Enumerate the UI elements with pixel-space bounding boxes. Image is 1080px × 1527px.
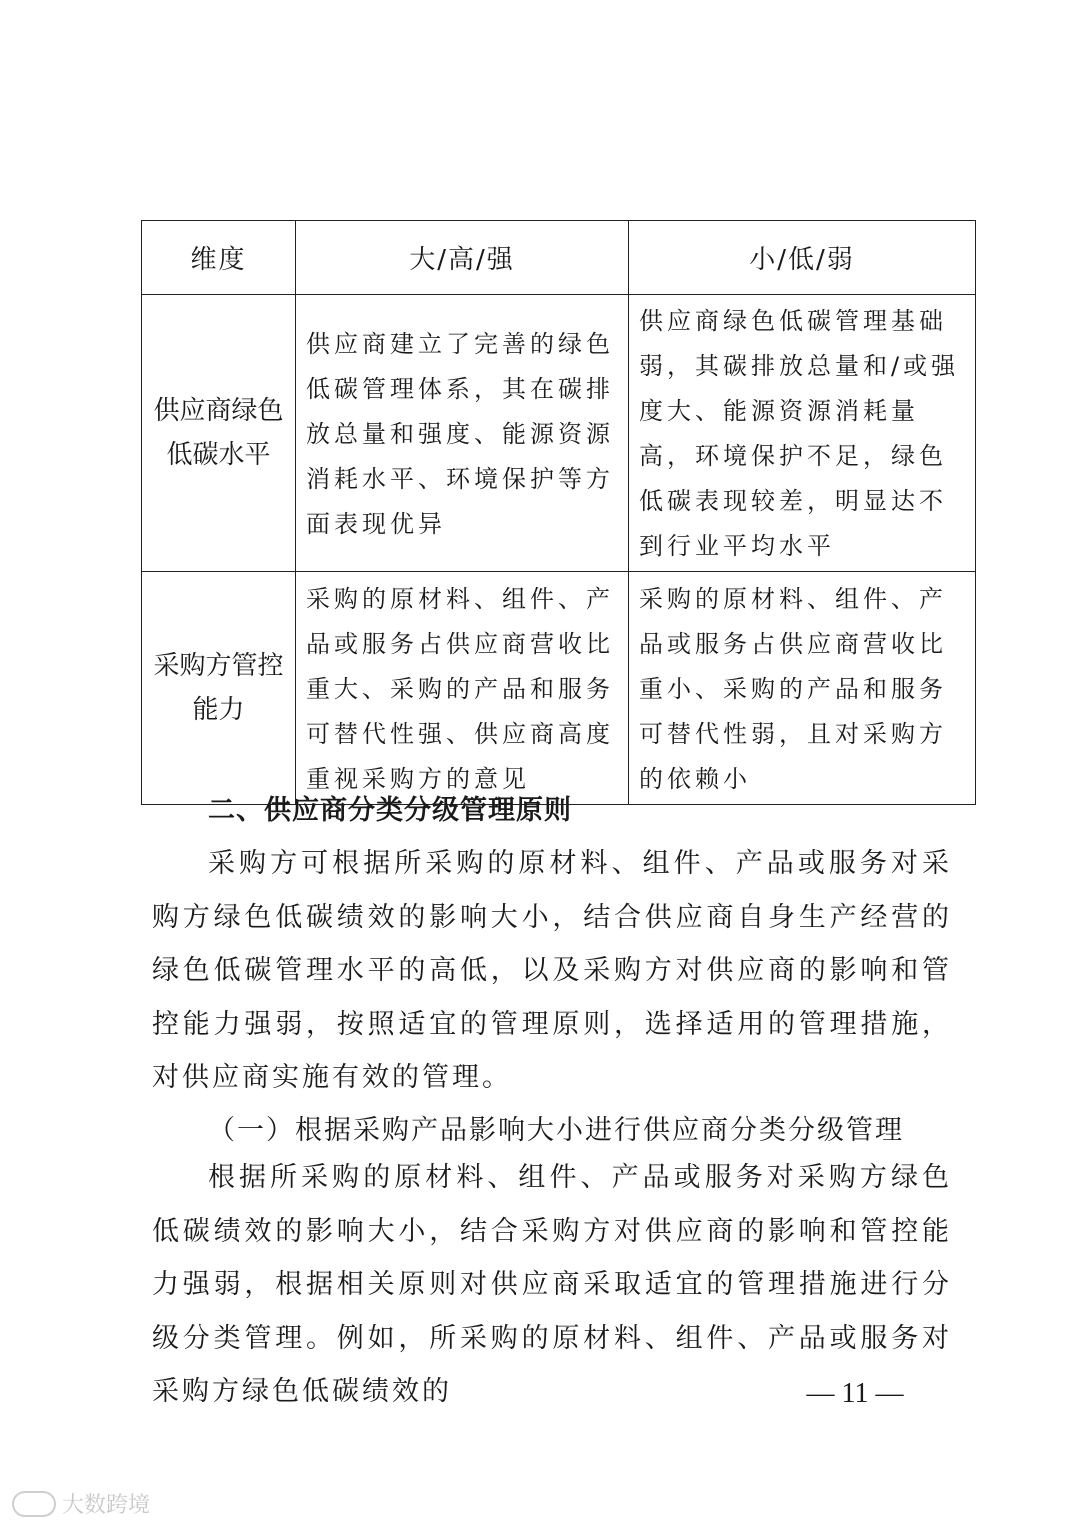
page-number: — 11 —	[806, 1378, 904, 1409]
low-cell: 采购的原材料、组件、产品或服务占供应商营收比重小、采购的产品和服务可替代性弱，且对采购方的依赖小	[629, 572, 976, 805]
watermark	[12, 1488, 150, 1519]
dimension-cell: 采购方管控能力	[142, 572, 296, 805]
low-cell: 供应商绿色低碳管理基础弱，其碳排放总量和/或强度大、能源资源消耗量高，环境保护不足，绿色低碳表现较差，明显达不到行业平均水平	[629, 295, 976, 572]
table-header-cell: 维度	[142, 221, 296, 295]
table-header-cell: 大/高/强	[296, 221, 629, 295]
high-cell: 采购的原材料、组件、产品或服务占供应商营收比重大、采购的产品和服务可替代性强、供应商高度重视采购方的意见	[296, 572, 629, 805]
dimension-table	[141, 220, 976, 805]
table-header-cell: 小/低/弱	[629, 221, 976, 295]
table-header-row	[142, 221, 976, 295]
subsection-heading: （一）根据采购产品影响大小进行供应商分类分级管理	[208, 1115, 904, 1146]
section-heading: 二、供应商分类分级管理原则	[208, 795, 572, 826]
high-cell: 供应商建立了完善的绿色低碳管理体系，其在碳排放总量和强度、能源资源消耗水平、环境保护等方面表现优异	[296, 295, 629, 572]
table-row	[142, 572, 976, 805]
section-paragraph: 采购方可根据所采购的原材料、组件、产品或服务对采购方绿色低碳绩效的影响大小，结合供应商自身生产经营的绿色低碳管理水平的高低，以及采购方对供应商的影响和管控能力强弱，按照适宜的管理原则，选择适用的管理措施，对供应商实施有效的管理。	[152, 848, 952, 1093]
subsection-paragraph: 根据所采购的原材料、组件、产品或服务对采购方绿色低碳绩效的影响大小，结合采购方对供应商的影响和管控能力强弱，根据相关原则对供应商采取适宜的管理措施进行分级分类管理。例如，所采购的原材料、组件、产品或服务对采购方绿色低碳绩效的	[152, 1162, 952, 1407]
dimension-cell: 供应商绿色低碳水平	[142, 295, 296, 572]
table-row	[142, 295, 976, 572]
watermark-text: 大数跨境	[62, 1493, 151, 1518]
watermark-logo-icon	[12, 1491, 56, 1517]
